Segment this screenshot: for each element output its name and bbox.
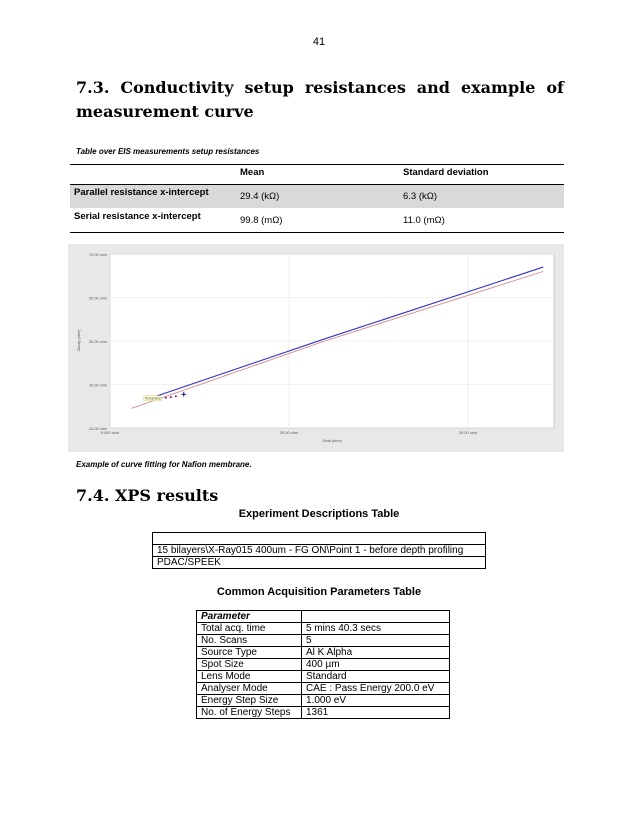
- table-row: [153, 557, 486, 569]
- plot-caption: Example of curve fitting for Nafion membrane.: [76, 460, 252, 469]
- data-point: [170, 396, 172, 398]
- param-name: Parameter: [197, 611, 302, 623]
- y-tick-label: 10.00 ohm: [89, 383, 107, 388]
- y-tick-label: 30.00 ohm: [89, 340, 107, 344]
- param-name: Energy Step Size: [197, 695, 302, 707]
- x-tick-label: 50.00 ohm: [459, 431, 478, 435]
- table-row: [70, 209, 564, 233]
- eis-resistance-table: [70, 164, 564, 233]
- table-row: [197, 671, 450, 683]
- impedance-plot: [68, 244, 564, 452]
- param-name: Lens Mode: [197, 671, 302, 683]
- mean-value: 99.8 (mΩ): [236, 209, 399, 233]
- table-row: [153, 533, 486, 545]
- param-value: Al K Alpha: [302, 647, 450, 659]
- param-value: 5 mins 40.3 secs: [302, 623, 450, 635]
- section-heading-7-4: 7.4. XPS results: [76, 486, 219, 505]
- acquisition-parameters-table: [196, 610, 450, 719]
- annotation-label: Percent/ce: [144, 396, 162, 401]
- header-cell-mean: Mean: [236, 165, 399, 185]
- param-value: 5: [302, 635, 450, 647]
- std-value: 11.0 (mΩ): [399, 209, 564, 233]
- x-axis-label: Zreal (ohm): [322, 439, 342, 443]
- table-row: [197, 659, 450, 671]
- param-value: 400 µm: [302, 659, 450, 671]
- table-row: [197, 635, 450, 647]
- heading-word: 7.3.: [76, 78, 110, 97]
- mean-value: 29.4 (kΩ): [236, 185, 399, 209]
- param-value: Standard: [302, 671, 450, 683]
- table-header-row: [197, 611, 450, 623]
- row-label: Serial resistance x-intercept: [70, 209, 236, 233]
- y-tick-label: -10.00 ohm: [87, 427, 107, 431]
- param-value: CAE : Pass Energy 200.0 eV: [302, 683, 450, 695]
- y-tick-label: 70.00 ohm: [89, 253, 107, 257]
- x-tick-label: 0.000 ohm: [101, 431, 119, 435]
- header-cell-empty: [70, 165, 236, 185]
- experiment-descriptions-table: [152, 532, 486, 569]
- table-cell: PDAC/SPEEK: [153, 557, 486, 569]
- impedance-plot-svg: [68, 244, 564, 452]
- y-tick-label: 50.00 ohm: [89, 296, 107, 301]
- acquisition-table-title: Common Acquisition Parameters Table: [216, 586, 422, 598]
- table-cell: [153, 533, 486, 545]
- heading-word: example: [460, 78, 536, 97]
- param-name: Total acq. time: [197, 623, 302, 635]
- param-value: 1.000 eV: [302, 695, 450, 707]
- param-value: [302, 611, 450, 623]
- experiment-table-title: Experiment Descriptions Table: [238, 508, 400, 520]
- param-name: Source Type: [197, 647, 302, 659]
- y-axis-label: -Zimag (ohm): [77, 329, 81, 353]
- heading-word: of: [546, 78, 564, 97]
- heading-word: Conductivity: [120, 78, 234, 97]
- heading-line-1: [76, 76, 564, 100]
- table-header-row: [70, 165, 564, 185]
- table-cell: 15 bilayers\X-Ray015 400um - FG ON\Point 1 - before depth profiling: [153, 545, 486, 557]
- eis-table-caption: Table over EIS measurements setup resistances: [76, 147, 260, 156]
- param-name: Analyser Mode: [197, 683, 302, 695]
- table-row: [197, 647, 450, 659]
- row-label: Parallel resistance x-intercept: [70, 185, 236, 209]
- heading-line-2: measurement curve: [76, 102, 254, 121]
- param-name: Spot Size: [197, 659, 302, 671]
- table-row: [70, 185, 564, 209]
- header-cell-std: Standard deviation: [399, 165, 564, 185]
- param-name: No. Scans: [197, 635, 302, 647]
- table-row: [153, 545, 486, 557]
- param-value: 1361: [302, 707, 450, 719]
- std-value: 6.3 (kΩ): [399, 185, 564, 209]
- x-tick-label: 25.00 ohm: [280, 431, 299, 435]
- table-row: [197, 623, 450, 635]
- page-number: 41: [312, 36, 326, 48]
- data-point: [175, 395, 177, 397]
- param-name: No. of Energy Steps: [197, 707, 302, 719]
- heading-word: and: [416, 78, 450, 97]
- table-row: [197, 683, 450, 695]
- section-heading-7-3: [76, 76, 564, 124]
- table-row: [197, 707, 450, 719]
- data-point: [165, 397, 167, 399]
- heading-word: resistances: [304, 78, 406, 97]
- heading-word: setup: [244, 78, 294, 97]
- table-row: [197, 695, 450, 707]
